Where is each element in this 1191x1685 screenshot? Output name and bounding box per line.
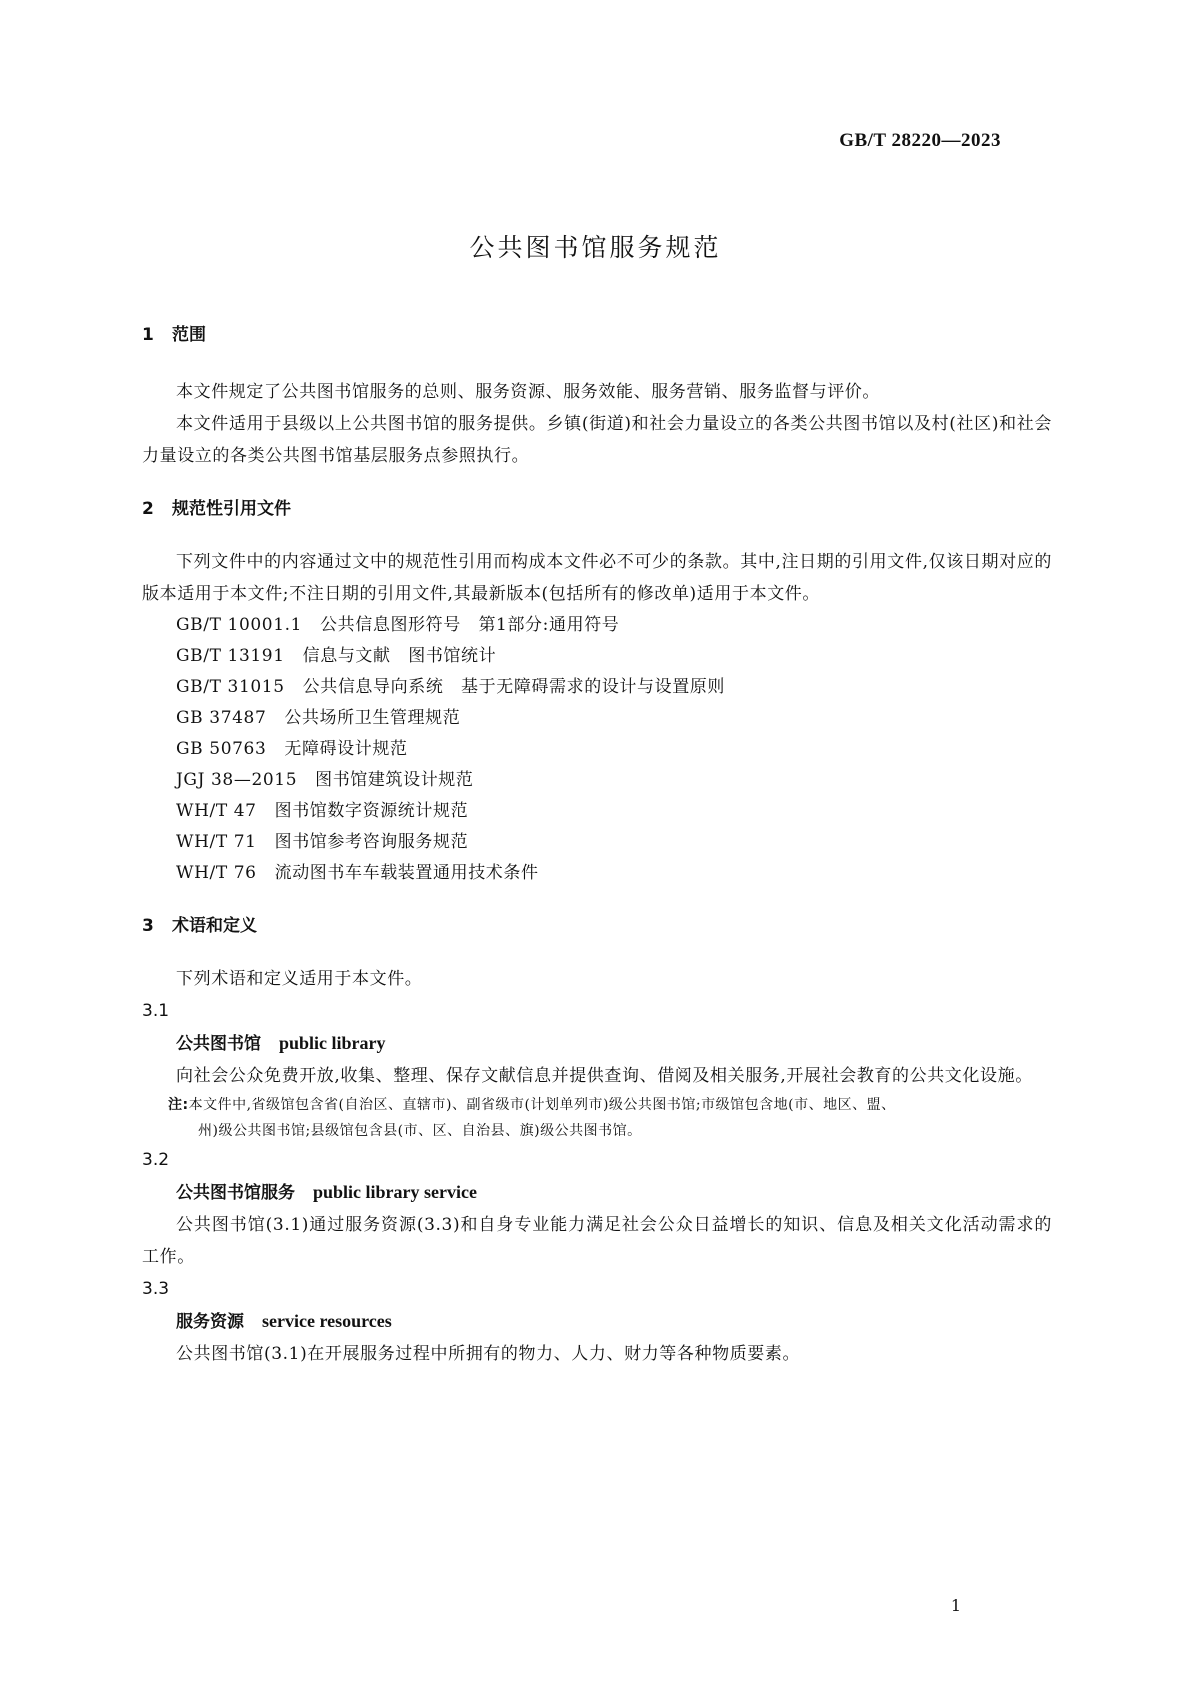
term-number: 3.2 [142, 1150, 170, 1170]
paragraph: 下列术语和定义适用于本文件。 [176, 969, 423, 989]
term-definition: 向社会公众免费开放,收集、整理、保存文献信息并提供查询、借阅及相关服务,开展社会教育的公共文化设施。 [176, 1066, 1033, 1086]
section-1-heading [142, 320, 1052, 350]
section-number: 2 [142, 499, 154, 519]
reference-item: GB/T 10001.1 公共信息图形符号 第1部分:通用符号 [176, 615, 620, 635]
reference-item: JGJ 38—2015 图书馆建筑设计规范 [176, 770, 474, 790]
paragraph: 本文件规定了公共图书馆服务的总则、服务资源、服务效能、服务营销、服务监督与评价。 [176, 382, 880, 402]
term-definition: 公共图书馆(3.1)在开展服务过程中所拥有的物力、人力、财力等各种物质要素。 [176, 1344, 801, 1364]
section-title: 术语和定义 [172, 916, 257, 936]
term-title: 服务资源 service resources [176, 1311, 392, 1332]
term-number: 3.1 [142, 1001, 170, 1021]
paragraph: 下列文件中的内容通过文中的规范性引用而构成本文件必不可少的条款。其中,注日期的引用文件,仅该日期对应的版本适用于本文件;不注日期的引用文件,其最新版本(包括所有的修改单)适用于本文件。 [142, 552, 1052, 604]
term-definition: 公共图书馆(3.1)通过服务资源(3.3)和自身专业能力满足社会公众日益增长的知识、信息及相关文化活动需求的工作。 [142, 1215, 1052, 1267]
reference-item: WH/T 47 图书馆数字资源统计规范 [176, 801, 469, 821]
section-3-heading [142, 911, 1052, 941]
reference-item: WH/T 76 流动图书车车载装置通用技术条件 [176, 863, 539, 883]
term-title: 公共图书馆 public library [176, 1033, 386, 1054]
reference-list [142, 610, 1052, 889]
section-title: 规范性引用文件 [172, 499, 291, 519]
section-number: 3 [142, 916, 154, 936]
document-title: 公共图书馆服务规范 [469, 233, 722, 262]
reference-item: GB/T 13191 信息与文献 图书馆统计 [176, 646, 497, 666]
document-body [142, 320, 1052, 1370]
page-number: 1 [950, 1596, 961, 1615]
paragraph: 本文件适用于县级以上公共图书馆的服务提供。乡镇(街道)和社会力量设立的各类公共图书馆以及村(社区)和社会力量设立的各类公共图书馆基层服务点参照执行。 [142, 414, 1052, 466]
standard-code: GB/T 28220—2023 [839, 130, 1001, 151]
section-title: 范围 [172, 325, 206, 345]
reference-item: WH/T 71 图书馆参考咨询服务规范 [176, 832, 469, 852]
note-label: 注: [168, 1097, 189, 1113]
reference-item: GB 37487 公共场所卫生管理规范 [176, 708, 461, 728]
reference-item: GB/T 31015 公共信息导向系统 基于无障碍需求的设计与设置原则 [176, 677, 726, 697]
term-note: 注:本文件中,省级馆包含省(自治区、直辖市)、副省级市(计划单列市)级公共图书馆;市级馆包含地(市、地区、盟、 州)级公共图书馆;县级馆包含县(市、区、自治县、旗)级公共图书馆。 [168, 1097, 896, 1139]
term-number: 3.3 [142, 1279, 170, 1299]
section-2-heading [142, 494, 1052, 524]
section-number: 1 [142, 325, 154, 345]
term-title: 公共图书馆服务 public library service [176, 1182, 477, 1203]
reference-item: GB 50763 无障碍设计规范 [176, 739, 408, 759]
